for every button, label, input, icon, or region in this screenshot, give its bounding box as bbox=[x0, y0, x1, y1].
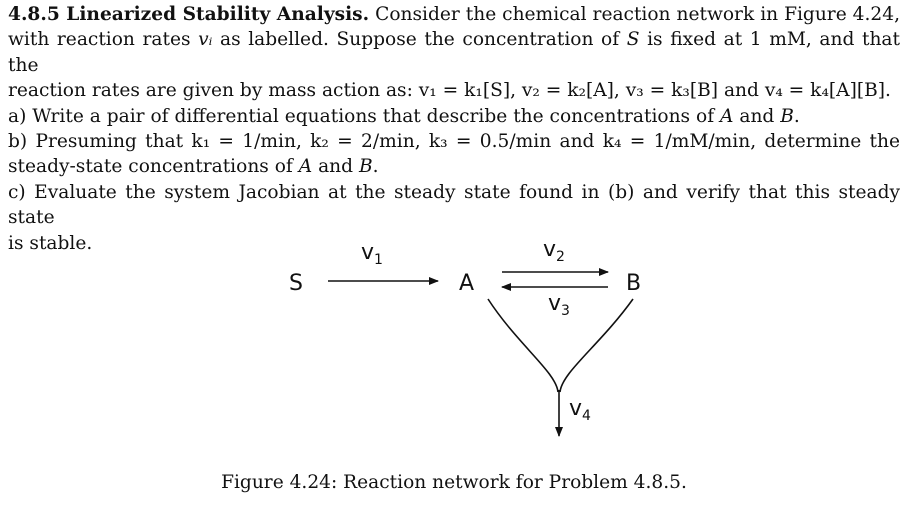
node-s: S bbox=[289, 271, 303, 296]
label-v2 bbox=[543, 237, 565, 265]
rate-v4: v₄ = k₄[A][B]. bbox=[764, 80, 891, 102]
part-b-text-1: b) Presuming that k₁ = 1/min, k₂ = 2/min, k₃ = 0.5/min and k₄ = 1/mM/min, determine the bbox=[8, 131, 900, 153]
part-b-var-a: A bbox=[298, 156, 313, 178]
part-a-end: . bbox=[793, 105, 800, 127]
label-v3 bbox=[548, 291, 570, 319]
node-a: A bbox=[459, 271, 475, 296]
label-v3-symbol: v bbox=[548, 291, 562, 316]
problem-intro-2c: is fixed at 1 mM, and that the bbox=[8, 29, 900, 76]
part-a-var-a: A bbox=[720, 105, 734, 127]
part-a-and: and bbox=[733, 105, 781, 127]
label-v2-subscript: 2 bbox=[556, 249, 565, 265]
node-b: B bbox=[626, 271, 642, 296]
var-s: S bbox=[626, 29, 640, 51]
problem-heading: 4.8.5 Linearized Stability Analysis. bbox=[8, 4, 370, 25]
part-a-text: a) Write a pair of differential equations that describe the concentrations of bbox=[8, 105, 721, 127]
label-v4 bbox=[569, 396, 591, 424]
label-v1-symbol: v bbox=[361, 240, 375, 265]
label-v1-subscript: 1 bbox=[374, 252, 383, 268]
rates-and: and bbox=[723, 80, 765, 102]
problem-intro-1: Consider the chemical reaction network in Figure 4.24, bbox=[369, 4, 900, 25]
label-v2-symbol: v bbox=[543, 237, 557, 262]
part-c-text-1: c) Evaluate the system Jacobian at the steady state found in (b) and verify that this steady state bbox=[8, 181, 900, 229]
rate-v2: v₂ = k₂[A], bbox=[521, 80, 626, 102]
figure-caption: Figure 4.24: Reaction network for Problem 4.8.5. bbox=[221, 472, 687, 493]
part-b-and: and bbox=[312, 156, 359, 178]
problem-intro-2b: as labelled. Suppose the concentration of bbox=[212, 29, 627, 51]
branch-from-b bbox=[560, 299, 633, 392]
label-v4-symbol: v bbox=[569, 396, 583, 421]
rate-v1: v₁ = k₁[S], bbox=[418, 80, 522, 102]
var-vi: vᵢ bbox=[198, 29, 213, 51]
label-v4-subscript: 4 bbox=[582, 408, 591, 424]
part-a-var-b: B bbox=[780, 105, 794, 127]
label-v1 bbox=[361, 240, 383, 268]
part-b-text-2: steady-state concentrations of bbox=[8, 156, 299, 178]
part-b-var-b: B bbox=[358, 156, 373, 178]
problem-intro-2a: with reaction rates bbox=[8, 29, 199, 51]
part-c-text-2: is stable. bbox=[8, 232, 93, 254]
rate-v3: v₃ = k₃[B] bbox=[625, 80, 724, 102]
label-v3-subscript: 3 bbox=[561, 303, 570, 319]
part-b-end: . bbox=[372, 156, 379, 178]
rates-prefix: reaction rates are given by mass action as: bbox=[8, 80, 419, 102]
